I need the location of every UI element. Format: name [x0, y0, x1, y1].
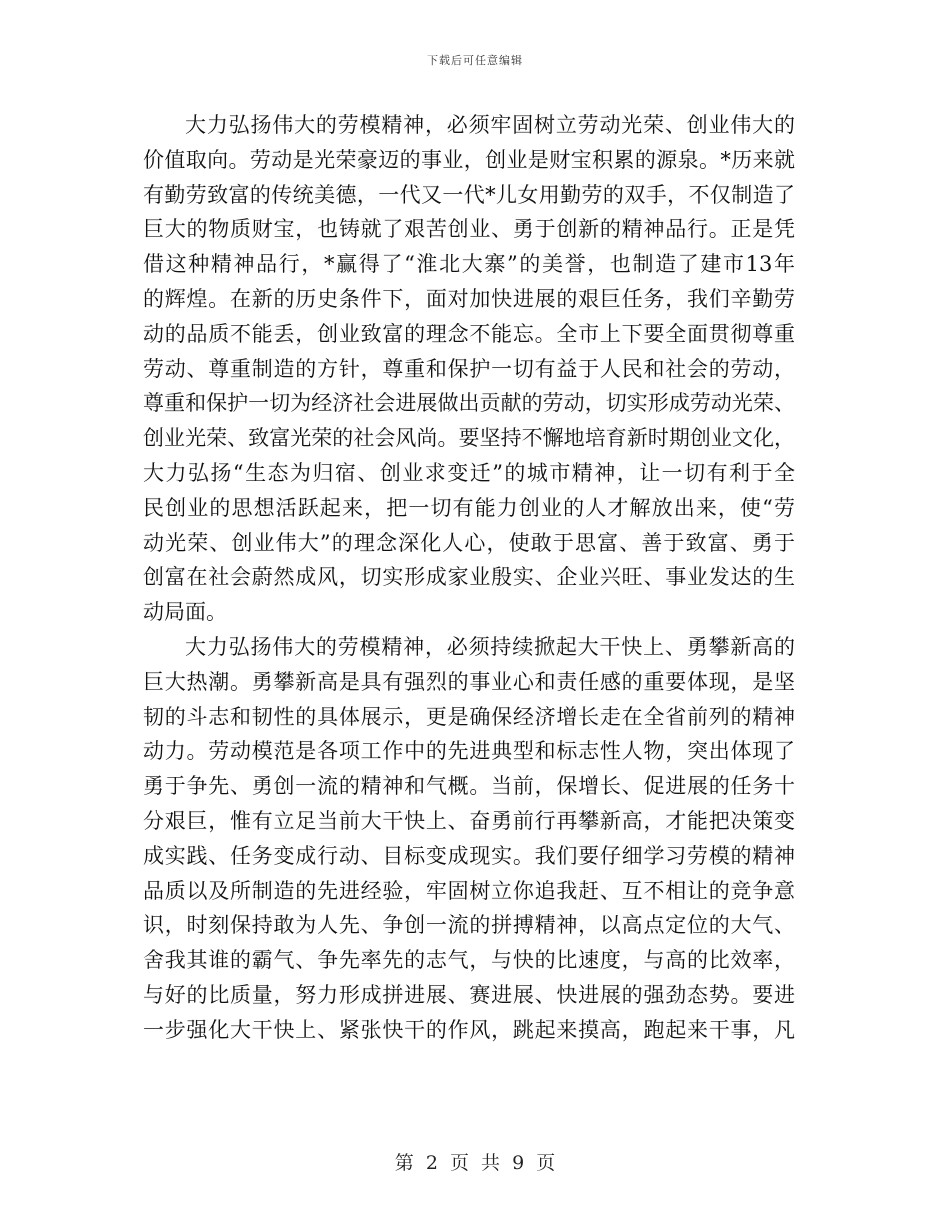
text-line: 价值取向。劳动是光荣豪迈的事业，创业是财宝积累的源泉。*历来就 — [143, 147, 795, 172]
text-line: 动的品质不能丢，创业致富的理念不能忘。全市上下要全面贯彻尊重 — [143, 321, 795, 346]
text-line: 有勤劳致富的传统美德，一代又一代*儿女用勤劳的双手，不仅制造了 — [143, 182, 795, 207]
text-line: 成实践、任务变成行动、目标变成现实。我们要仔细学习劳模的精神 — [143, 843, 795, 868]
text-line: 分艰巨，惟有立足当前大干快上、奋勇前行再攀新高，才能把决策变 — [143, 808, 795, 833]
text-line: 尊重和保护一切为经济社会进展做出贡献的劳动，切实形成劳动光荣、 — [143, 391, 795, 416]
text-line: 识，时刻保持敢为人先、争创一流的拼搏精神，以高点定位的大气、 — [143, 913, 795, 938]
paragraph-container — [143, 108, 795, 1048]
text-line: 借这种精神品行，*赢得了“淮北大寨”的美誉，也制造了建市13年 — [143, 252, 795, 277]
text-line: 巨大的物质财宝，也铸就了艰苦创业、勇于创新的精神品行。正是凭 — [143, 217, 795, 242]
text-line: 舍我其谁的霸气、争先率先的志气，与快的比速度，与高的比效率， — [143, 948, 795, 973]
text-line: 动力。劳动模范是各项工作中的先进典型和标志性人物，突出体现了 — [143, 739, 795, 764]
text-line: 巨大热潮。勇攀新高是具有强烈的事业心和责任感的重要体现，是坚 — [143, 669, 795, 694]
text-line: 大力弘扬伟大的劳模精神，必须持续掀起大干快上、勇攀新高的 — [185, 634, 795, 659]
paragraph — [143, 108, 795, 630]
text-line: 韧的斗志和韧性的具体展示，更是确保经济增长走在全省前列的精神 — [143, 704, 795, 729]
text-line: 民创业的思想活跃起来，把一切有能力创业的人才解放出来，使“劳 — [143, 495, 795, 520]
header-text: 下载后可任意编辑 — [427, 54, 523, 67]
text-line: 创富在社会蔚然成风，切实形成家业殷实、企业兴旺、事业发达的生 — [143, 565, 795, 590]
footer-label-page-end: 页 — [536, 1152, 556, 1174]
text-line: 大力弘扬“生态为归宿、创业求变迁”的城市精神，让一切有利于全 — [143, 460, 795, 485]
document-body — [143, 108, 795, 1048]
text-line: 劳动、尊重制造的方针，尊重和保护一切有益于人民和社会的劳动， — [143, 356, 795, 381]
footer-current-page: 2 — [425, 1152, 438, 1174]
text-line: 的辉煌。在新的历史条件下，面对加快进展的艰巨任务，我们辛勤劳 — [143, 286, 795, 311]
text-line: 品质以及所制造的先进经验，牢固树立你追我赶、互不相让的竞争意 — [143, 878, 795, 903]
page-footer — [0, 1148, 950, 1175]
text-line: 勇于争先、勇创一流的精神和气概。当前，保增长、促进展的任务十 — [143, 774, 795, 799]
text-line: 创业光荣、致富光荣的社会风尚。要坚持不懈地培育新时期创业文化， — [143, 426, 795, 451]
text-line: 大力弘扬伟大的劳模精神，必须牢固树立劳动光荣、创业伟大的 — [185, 113, 795, 137]
footer-label-prefix: 第 — [394, 1152, 414, 1174]
text-line: 动局面。 — [143, 600, 227, 625]
footer-label-page: 页 — [449, 1152, 469, 1174]
paragraph — [143, 630, 795, 1048]
footer-total-pages: 9 — [512, 1152, 525, 1174]
text-line: 与好的比质量，努力形成拼进展、赛进展、快进展的强劲态势。要进 — [143, 982, 795, 1007]
page-header — [0, 52, 950, 68]
text-line: 一步强化大干快上、紧张快干的作风，跳起来摸高，跑起来干事，凡 — [143, 1017, 795, 1042]
footer-label-total: 共 — [481, 1152, 501, 1174]
text-line: 动光荣、创业伟大”的理念深化人心，使敢于思富、善于致富、勇于 — [143, 530, 795, 555]
